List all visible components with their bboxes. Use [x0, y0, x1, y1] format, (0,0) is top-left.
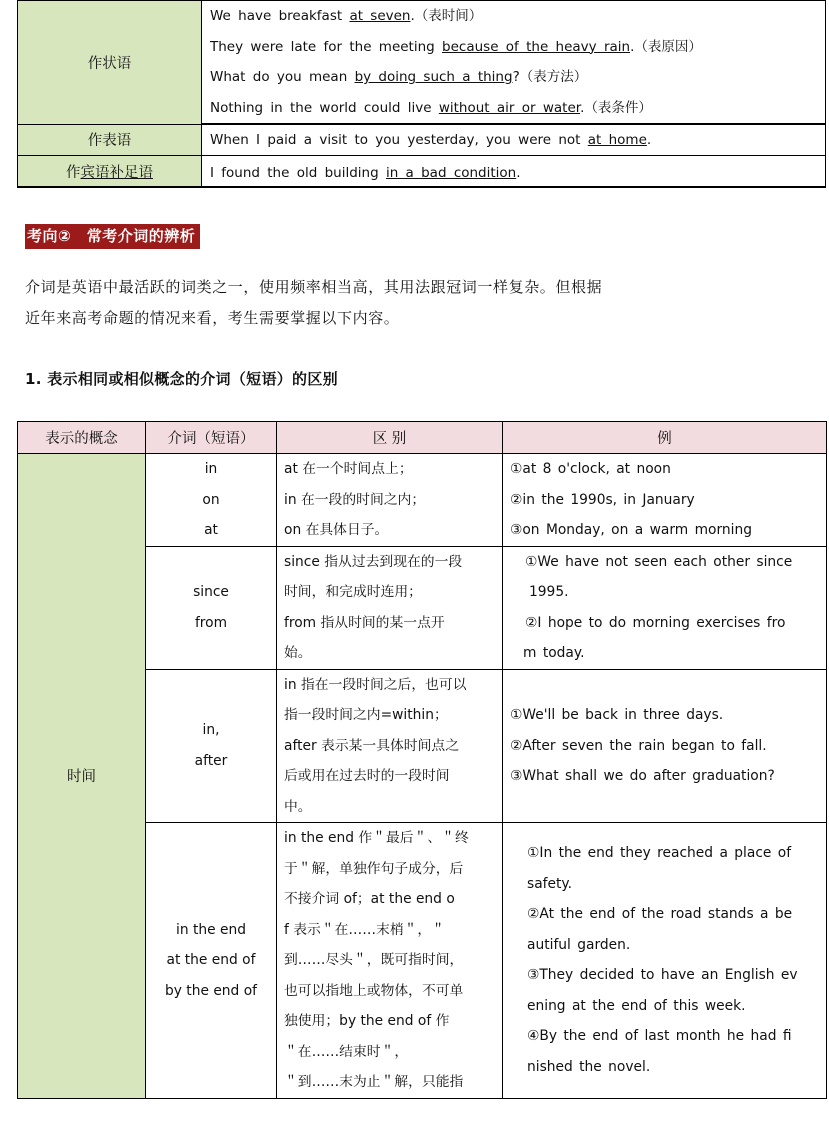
header-preposition: 介词（短语）: [146, 422, 277, 454]
complement-label: 作宾语补足语: [18, 156, 202, 188]
example-cell: ①at 8 o'clock, at noon ②in the 1990s, in January ③on Monday, on a warm morning: [503, 454, 827, 547]
preposition-cell: in, after: [146, 669, 277, 823]
section-heading: 考向② 常考介词的辨析: [25, 224, 200, 249]
predicative-example: When I paid a visit to you yesterday, you were not at home.: [202, 124, 826, 156]
predicative-label: 作表语: [18, 124, 202, 156]
concept-cell: 时间: [18, 454, 146, 1099]
usage-table: [17, 0, 826, 188]
complement-example: I found the old building in a bad condition.: [202, 156, 826, 188]
adverbial-examples: [202, 1, 826, 125]
adverbial-example: We have breakfast at seven.（表时间）: [210, 8, 483, 24]
header-difference: 区 别: [277, 422, 503, 454]
adverbial-label: 作状语: [18, 1, 202, 125]
adverbial-example: What do you mean by doing such a thing?（表方法）: [210, 69, 588, 85]
adverbial-example: They were late for the meeting because of the heavy rain.（表原因）: [210, 38, 702, 55]
header-example: 例: [503, 422, 827, 454]
preposition-cell: in on at: [146, 454, 277, 547]
intro-paragraph-line: 近年来高考命题的情况来看，考生需要掌握以下内容。: [25, 309, 400, 327]
preposition-comparison-table: [17, 421, 827, 1099]
sub-heading: 1. 表示相同或相似概念的介词（短语）的区别: [25, 370, 338, 388]
table-row: [18, 454, 827, 547]
difference-cell: at 在一个时间点上； in 在一段的时间之内； on 在具体日子。: [277, 454, 503, 547]
table-header-row: [18, 422, 827, 454]
intro-paragraph-line: 介词是英语中最活跃的词类之一，使用频率相当高，其用法跟冠词一样复杂。但根据: [25, 278, 603, 296]
difference-cell: in the end 作＂最后＂、＂终 于＂解，单独作句子成分，后 不接介词 of；at the end o f 表示＂在……末梢＂，＂ 到……尽头＂，既可指时间， 也可以指地上或物体，不可单 独使用；by the end of 作 ＂在……结束时＂， ＂到……末为止＂解，只能指: [277, 823, 503, 1099]
example-cell: ①We have not seen each other since 1995. ②I hope to do morning exercises fro m today.: [503, 546, 827, 669]
preposition-cell: since from: [146, 546, 277, 669]
preposition-cell: in the end at the end of by the end of: [146, 823, 277, 1099]
example-cell: ①We'll be back in three days. ②After seven the rain began to fall. ③What shall we do after graduation?: [503, 669, 827, 823]
header-concept: 表示的概念: [18, 422, 146, 454]
difference-cell: in 指在一段时间之后，也可以 指一段时间之内=within； after 表示某一具体时间点之 后或用在过去时的一段时间 中。: [277, 669, 503, 823]
example-cell: ①In the end they reached a place of safety. ②At the end of the road stands a be autiful garden. ③They decided to have an English ev ening at the end of this week. ④By the end of last month he had fi nished the novel.: [503, 823, 827, 1099]
adverbial-example: Nothing in the world could live without air or water.（表条件）: [210, 99, 652, 116]
difference-cell: since 指从过去到现在的一段 时间，和完成时连用； from 指从时间的某一点开 始。: [277, 546, 503, 669]
